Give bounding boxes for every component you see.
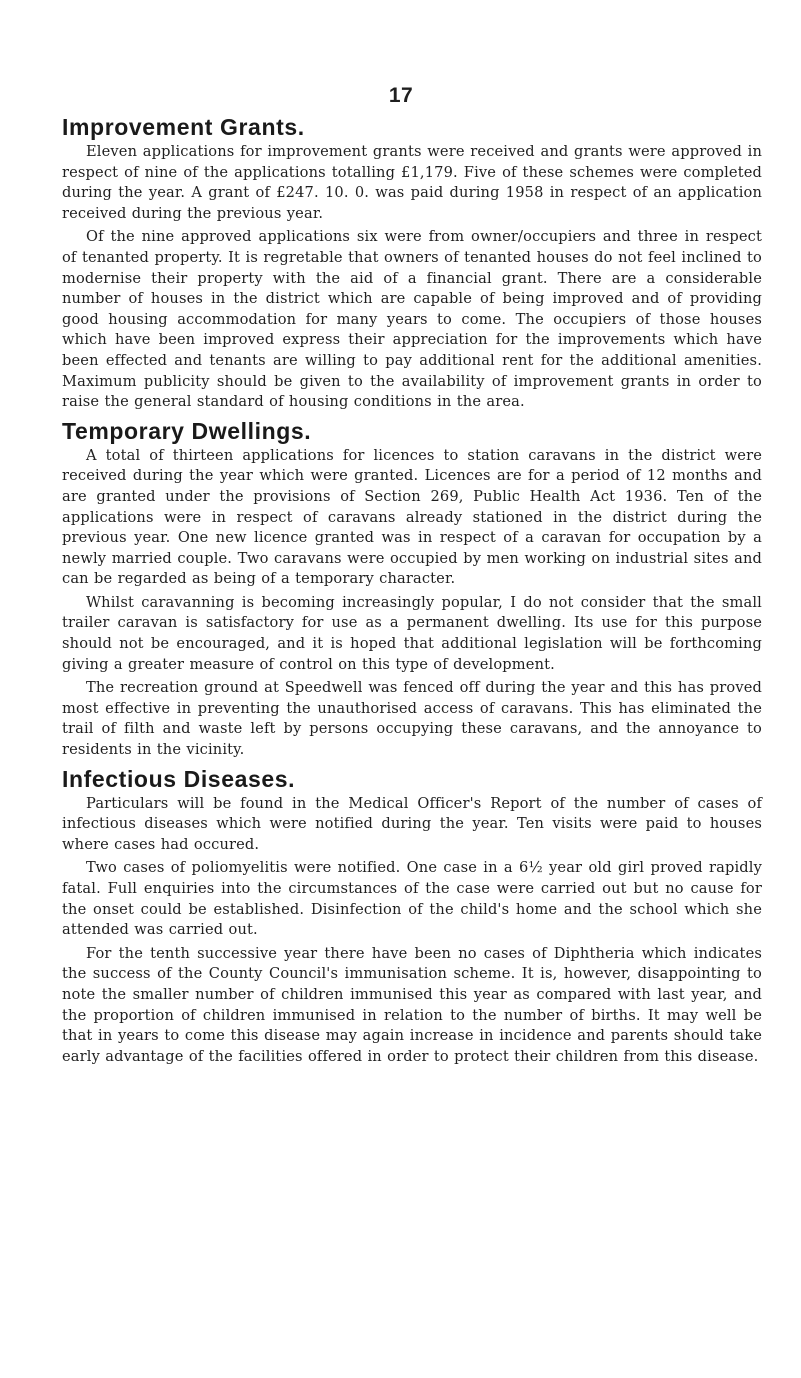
page-number: 17 xyxy=(388,84,414,107)
paragraph: The recreation ground at Speedwell was fenced off during the year and this has proved most effective in preventing the unauthorised access of caravans. This has eliminated the trail of filth and waste left by persons occupying these caravans, and the annoyance to residents in the vicinity. xyxy=(62,679,762,759)
paragraph: Of the nine approved applications six were from owner/occupiers and three in respect of tenanted property. It is regretable that owners of tenanted houses do not feel inclined to modernise their property with the aid of a financial grant. There are a considerable number of houses in the district which are capable of being improved and of providing good housing accommodation for many years to come. The occupiers of those houses which have been improved express their appreciation for the improvements which have been effected and tenants are willing to pay additional rent for the additional amenities. Maximum publicity should be given to the availability of improvement grants in order to raise the general standard of housing conditions in the area. xyxy=(62,228,762,411)
section-heading: Improvement Grants. xyxy=(62,114,305,140)
paragraph: For the tenth successive year there have been no cases of Diphtheria which indicates the success of the County Council's immunisation scheme. It is, however, disappointing to note the smaller number of children immunised this year as compared with last year, and the proportion of children immunised in relation to the number of births. It may well be that in years to come this disease may again increase in incidence and parents should take early advantage of the facilities offered in order to protect their children from this disease. xyxy=(62,944,762,1065)
paragraph: Particulars will be found in the Medical Officer's Report of the number of cases of infectious diseases which were notified during the year. Ten visits were paid to houses where cases had occured. xyxy=(62,794,762,853)
section-heading: Temporary Dwellings. xyxy=(62,417,312,444)
section-heading: Infectious Diseases. xyxy=(62,765,296,792)
paragraph: Eleven applications for improvement grants were received and grants were approved in respect of nine of the applications totalling £1,179. Five of these schemes were completed during the year. A grant of £247. 10. 0. was paid during 1958 in respect of an application received during the previous year. xyxy=(62,143,762,222)
section-improvement-grants xyxy=(62,112,762,413)
paragraph: Whilst caravanning is becoming increasingly popular, I do not consider that the small trailer caravan is satisfactory for use as a permanent dwelling. Its use for this purpose should not be encouraged, and it is hoped that additional legislation will be forthcoming giving a greater measure of control on this type of development. xyxy=(62,593,762,673)
section-infectious-diseases xyxy=(62,764,762,1068)
section-temporary-dwellings xyxy=(62,416,762,761)
page-content xyxy=(62,112,762,1070)
paragraph: A total of thirteen applications for licences to station caravans in the district were received during the year which were granted. Licences are for a period of 12 months and are granted under the provisions of Section 269, Public Health Act 1936. Ten of the applications were in respect of caravans already stationed in the district during the previous year. One new licence granted was in respect of a caravan for occupation by a newly married couple. Two caravans were occupied by men working on industrial sites and can be regarded as being of a temporary character. xyxy=(62,446,762,588)
paragraph: Two cases of poliomyelitis were notified. One case in a 6½ year old girl proved rapidly fatal. Full enquiries into the circumstances of the case were carried out but no cause for the onset could be established. Disinfection of the child's home and the school which she attended was carried out. xyxy=(62,859,762,939)
